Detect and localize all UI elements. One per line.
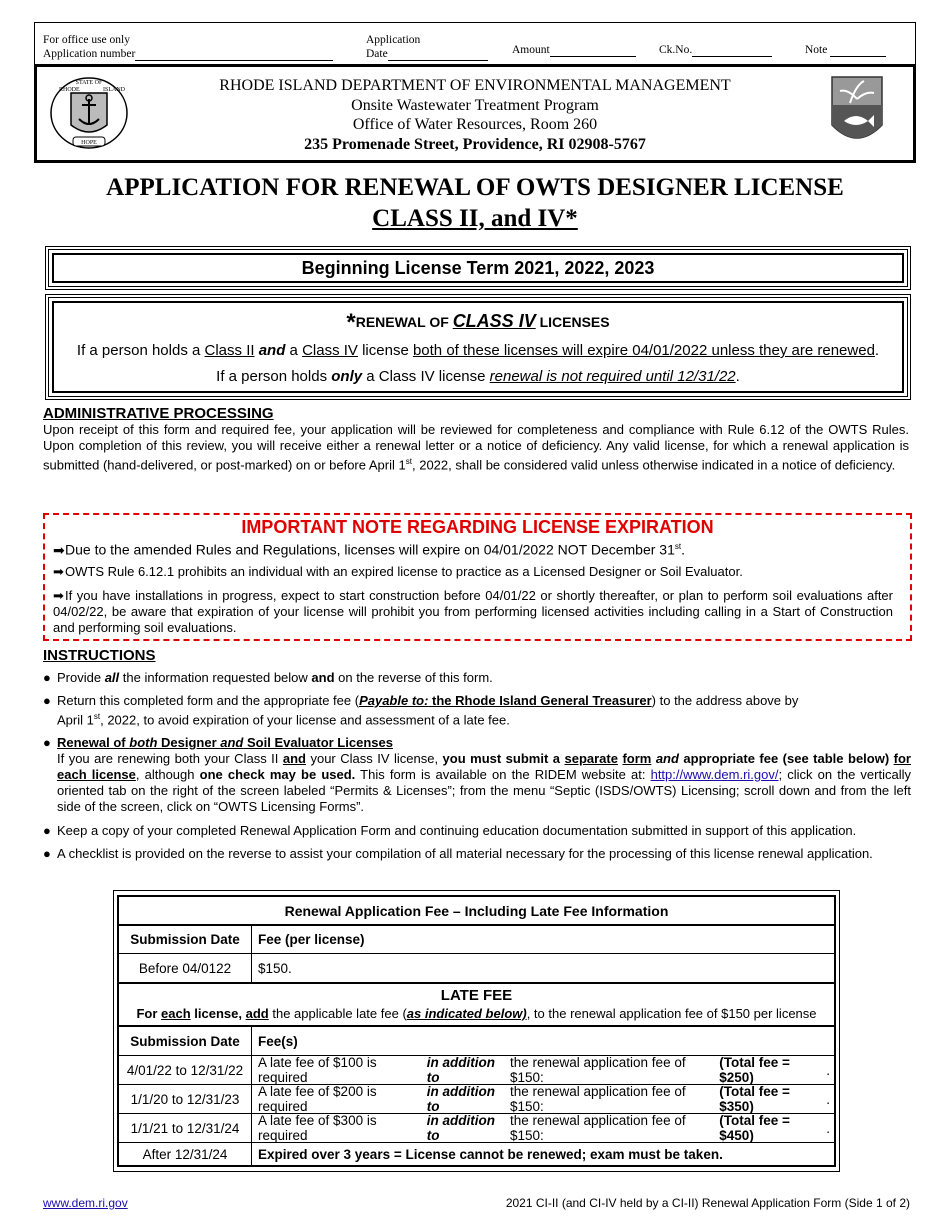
- page-title: APPLICATION FOR RENEWAL OF OWTS DESIGNER LICENSE: [106, 174, 844, 201]
- instruction-item: ● Keep a copy of your completed Renewal Application Form and continuing education documentation submitted in support of this application.: [43, 823, 857, 838]
- table-row: 4/01/22 to 12/31/22 A late fee of $100 is required in addition to the renewal application fee of $150: (Total fee = $250) .: [119, 1055, 834, 1084]
- instruction-item: ● A checklist is provided on the reverse to assist your compilation of all material necessary for the processing of this license renewal application.: [43, 846, 873, 861]
- bullet-icon: ●: [43, 823, 51, 838]
- agency-name: RHODE ISLAND DEPARTMENT OF ENVIRONMENTAL MANAGEMENT: [219, 77, 731, 94]
- svg-text:STATE OF: STATE OF: [75, 80, 103, 86]
- table-row: 1/1/21 to 12/31/24 A late fee of $300 is required in addition to the renewal application fee of $150: (Total fee = $450) .: [119, 1113, 834, 1142]
- instruction-item: ● Renewal of both Designer and Soil Evaluator Licenses If you are renewing both your Class II and your Class IV license, you must submit a separate form and appropriate fee (see table below) for each license, although one check may be used. This form is available on the RIDEM website at: http://www.dem.ri.gov/; click on the vertically oriented tab on the right of the screen labeled “Permits & Licenses”; from the menu “Septic (ISDS/OWTS) Licensing; scroll down and from the left side of the screen, click on “OWTS Licensing Forms”.: [43, 735, 912, 814]
- agency-header: [34, 64, 916, 163]
- office-use-label: For office use only: [43, 34, 130, 46]
- class-iv-heading: *RENEWAL OF CLASS IV LICENSES: [346, 309, 610, 336]
- expiration-note-heading: IMPORTANT NOTE REGARDING LICENSE EXPIRATION: [241, 517, 714, 537]
- note-item-2: ➡OWTS Rule 6.12.1 prohibits an individual with an expired license to practice as a Licensed Designer or Soil Evaluator.: [53, 564, 743, 579]
- check-number-field[interactable]: Ck.No.: [659, 43, 772, 57]
- note-field[interactable]: Note: [805, 43, 886, 57]
- footer-form-id: 2021 CI-II (and CI-IV held by a CI-II) Renewal Application Form (Side 1 of 2): [505, 1196, 910, 1210]
- table-row: 1/1/20 to 12/31/23 A late fee of $200 is required in addition to the renewal application fee of $150: (Total fee = $350) .: [119, 1084, 834, 1113]
- note-item-1: ➡Due to the amended Rules and Regulations, licenses will expire on 04/01/2022 NOT December 31st.: [53, 541, 685, 558]
- svg-text:HOPE: HOPE: [81, 140, 97, 146]
- page-subtitle: CLASS II, and IV*: [372, 205, 578, 232]
- table-header-row: Submission Date Fee (per license): [119, 924, 834, 953]
- office-name: Office of Water Resources, Room 260: [352, 116, 598, 133]
- table-header-row: Submission Date Fee(s): [119, 1025, 834, 1055]
- fee-table: [113, 890, 840, 1172]
- arrow-right-icon: ➡: [53, 588, 64, 603]
- fee-table-title: Renewal Application Fee – Including Late Fee Information: [284, 902, 669, 919]
- program-name: Onsite Wastewater Treatment Program: [351, 97, 599, 114]
- bullet-icon: ●: [43, 735, 51, 750]
- expiration-note-box: [43, 513, 912, 641]
- class-iv-renewal-box: [45, 294, 911, 400]
- class-iv-rule-2: If a person holds only a Class IV license renewal is not required until 12/31/22.: [216, 368, 740, 385]
- dual-license-heading: Renewal of both Designer and Soil Evaluator Licenses: [57, 735, 393, 750]
- svg-text:ISLAND: ISLAND: [103, 87, 125, 93]
- admin-text: Upon receipt of this form and required fee, your application will be reviewed for completeness and compliance with Rule 6.12 of the OWTS Rules. Upon completion of this review, you will receive either a renewal letter or a notice of deficiency. Any valid license, for which a renewal application is submitted (hand-delivered, or post-marked) on or before April 1st, 2022, shall be considered valid unless otherwise indicated in a notice of deficiency.: [43, 422, 909, 473]
- admin-heading: ADMINISTRATIVE PROCESSING: [43, 405, 274, 422]
- late-fee-header: LATE FEE For each license, add the applicable late fee (as indicated below), to the renewal application fee of $150 per license: [119, 982, 834, 1025]
- class-iv-rule-1: If a person holds a Class II and a Class IV license both of these licenses will expire 04/01/2022 unless they are renewed.: [76, 342, 880, 359]
- footer-website-link[interactable]: www.dem.ri.gov: [43, 1196, 128, 1210]
- amount-field[interactable]: Amount: [512, 43, 636, 57]
- application-date-field[interactable]: Date: [366, 47, 488, 61]
- table-row: Before 04/0122 $150.: [119, 953, 834, 982]
- table-row: After 12/31/24 Expired over 3 years = License cannot be renewed; exam must be taken.: [119, 1142, 834, 1165]
- instruction-item: ● Return this completed form and the appropriate fee (Payable to: the Rhode Island General Treasurer) to the address above by April 1st, 2022, to avoid expiration of your license and assessment of a late fee.: [43, 693, 799, 728]
- dem-logo-icon: [830, 75, 884, 151]
- bullet-icon: ●: [43, 670, 51, 685]
- note-item-3: ➡If you have installations in progress, expect to start construction before 04/01/22 or shortly thereafter, or plan to perform soil evaluations after 04/02/22, be aware that expiration of your license will prohibit you from performing licensed activities including calling in a Start of Construction and performing soil evaluations.: [53, 588, 893, 635]
- instruction-item: ● Provide all the information requested below and on the reverse of this form.: [43, 670, 493, 685]
- office-use-box: [34, 22, 916, 64]
- agency-address: 235 Promenade Street, Providence, RI 02908-5767: [304, 136, 646, 153]
- arrow-right-icon: ➡: [53, 541, 65, 558]
- arrow-right-icon: ➡: [53, 564, 64, 579]
- bullet-icon: ●: [43, 846, 51, 861]
- bullet-icon: ●: [43, 693, 51, 708]
- instructions-heading: INSTRUCTIONS: [43, 647, 156, 664]
- application-number-field[interactable]: Application number: [43, 47, 333, 61]
- application-date-label: Application: [366, 34, 421, 46]
- svg-text:RHODE: RHODE: [59, 87, 80, 93]
- license-term: Beginning License Term 2021, 2022, 2023: [52, 253, 904, 283]
- ridem-website-link[interactable]: http://www.dem.ri.gov/: [650, 767, 779, 782]
- license-term-box: [45, 246, 911, 290]
